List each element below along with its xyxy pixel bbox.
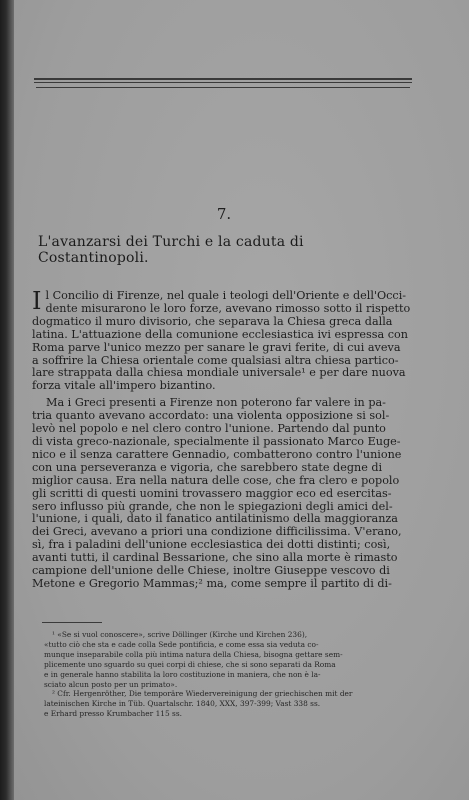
paragraph-2 xyxy=(32,397,422,591)
footnote-line: e in generale hanno stabilita la loro costituzione in maniera, che non è la- xyxy=(44,669,321,679)
text-line: con una perseveranza e vigoria, che sarebbero state degne di xyxy=(32,461,383,474)
text-line: a soffrire la Chiesa orientale come qualsiasi altra chiesa partico- xyxy=(32,354,399,367)
text-line: Roma parve l'unico mezzo per sanare le gravi ferite, di cui aveva xyxy=(32,341,401,354)
text-line: tria quanto avevano accordato: una violenta opposizione si sol- xyxy=(32,410,390,423)
text-line: miglior causa. Era nella natura delle cose, che fra clero e popolo xyxy=(32,474,400,487)
text-line: gli scritti di questi uomini trovassero maggior eco ed esercitas- xyxy=(32,487,392,500)
text-line: l Concilio di Firenze, nel quale i teologi dell'Oriente e dell'Occi- xyxy=(45,290,407,302)
text-line: levò nel popolo e nel clero contro l'unione. Partendo dal punto xyxy=(32,423,386,436)
text-line: dente misurarono le loro forze, avevano rimosso sotto il rispetto xyxy=(45,302,411,315)
text-line: Metone e Gregorio Mammas;² ma, come sempre il partito di di- xyxy=(32,577,392,590)
text-line: dogmatico il muro divisorio, che separava la Chiesa greca dalla xyxy=(32,315,393,328)
text-line: forza vitale all'impero bizantino. xyxy=(32,380,216,393)
header-rule-thin xyxy=(34,82,412,83)
body-text xyxy=(32,287,422,591)
text-line: sì, fra i paladini dell'unione ecclesiastica dei dotti distinti; così, xyxy=(32,539,391,552)
chapter-title: L'avanzarsi dei Turchi e la caduta di Costantinopoli. xyxy=(38,234,304,266)
text-line: avanti tutti, il cardinal Bessarione, che sino alla morte è rimasto xyxy=(32,552,398,565)
header-rule-thick xyxy=(34,78,412,80)
footnote-line: plicemente uno sguardo su quei corpi di chiese, che si sono separati da Roma xyxy=(44,659,336,669)
text-line: campione dell'unione delle Chiese, inoltre Giuseppe vescovo di xyxy=(32,565,390,578)
paragraph-1 xyxy=(32,287,422,393)
footnote-line: «tutto ciò che sta e cade colla Sede pontificia, e come essa sia veduta co- xyxy=(44,639,319,649)
text-line: dei Greci, avevano a priori una condizione difficilissima. V'erano, xyxy=(32,526,402,539)
footnote-line: ² Cfr. Hergenröther, Die temporäre Wiedervereinigung der griechischen mit der xyxy=(52,689,353,699)
chapter-number: 7. xyxy=(216,205,232,223)
footnotes xyxy=(44,630,428,719)
footnote-line: sciato alcun posto per un primato». xyxy=(44,679,178,689)
text-line: Ma i Greci presenti a Firenze non poterono far valere in pa- xyxy=(46,397,386,410)
text-line: l'unione, i quali, dato il fanatico antilatinismo della maggioranza xyxy=(32,513,398,526)
text-line: nico e il senza carattere Gennadio, combatterono contro l'unione xyxy=(32,448,402,461)
book-page xyxy=(14,0,469,800)
text-line: latina. L'attuazione della comunione ecclesiastica ivi espressa con xyxy=(32,328,408,341)
text-line: sero influsso più grande, che non le spiegazioni degli amici del- xyxy=(32,500,393,513)
text-line: di vista greco-nazionale, specialmente il passionato Marco Euge- xyxy=(32,435,401,448)
footnote-rule xyxy=(42,622,102,623)
footnote-line: lateinischen Kirche in Tüb. Quartalschr. 1840, XXX, 397-399; Vast 338 ss. xyxy=(44,699,321,709)
drop-cap: I xyxy=(32,287,42,315)
footnote-line: munque inseparabile colla più intima natura della Chiesa, bisogna gettare sem- xyxy=(44,649,343,659)
footnote-line: ¹ «Se si vuol conoscere», scrive Döllinger (Kirche und Kirchen 236), xyxy=(52,630,308,639)
footnote-line: e Erhard presso Krumbacher 115 ss. xyxy=(44,709,182,719)
header-rule-lower xyxy=(36,87,410,88)
text-line: lare strappata dalla chiesa mondiale universale¹ e per dare nuova xyxy=(32,367,406,380)
